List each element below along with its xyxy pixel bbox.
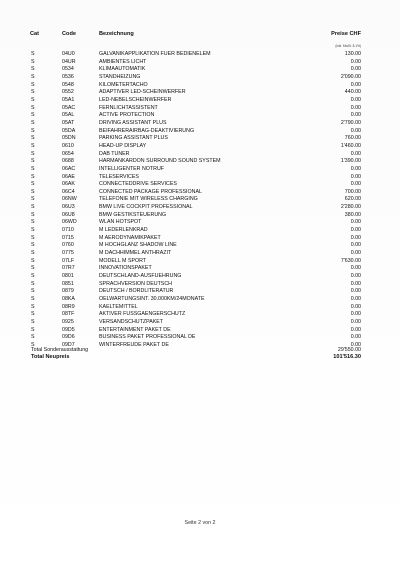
row-cat: S	[31, 188, 35, 195]
row-price: 0.00	[350, 265, 361, 272]
table-row	[0, 166, 400, 174]
row-cat: S	[31, 250, 35, 257]
row-code: 06AE	[62, 173, 75, 180]
row-code: 05AC	[62, 104, 76, 111]
row-cat: S	[31, 227, 35, 234]
row-price: 0.00	[350, 219, 361, 226]
row-code: 0536	[62, 73, 74, 80]
row-cat: S	[31, 326, 35, 333]
row-description: INTELLIGENTER NOTRUF	[99, 165, 165, 172]
row-description: ADAPTIVER LED-SCHEINWERFER	[99, 89, 186, 96]
row-cat: S	[31, 112, 35, 119]
row-price: 0.00	[350, 181, 361, 188]
row-description: SPRACHVERSION DEUTSCH	[99, 280, 172, 287]
table-row	[0, 82, 400, 90]
row-price: 0.00	[350, 104, 361, 111]
row-cat: S	[31, 89, 35, 96]
row-price: 2'280.00	[340, 204, 361, 211]
row-description: MODELL M SPORT	[99, 257, 147, 264]
row-cat: S	[31, 73, 35, 80]
row-cat: S	[31, 234, 35, 241]
row-code: 0775	[62, 250, 74, 257]
header-description: Bezeichnung	[99, 31, 134, 37]
row-cat: S	[31, 127, 35, 134]
header-code: Code	[62, 31, 76, 37]
row-cat: S	[31, 318, 35, 325]
row-price: 7'630.00	[340, 257, 361, 264]
table-row	[0, 51, 400, 59]
total-options-label: Total Sonderausstattung	[31, 347, 89, 353]
table-row	[0, 281, 400, 289]
table-row	[0, 181, 400, 189]
row-cat: S	[31, 196, 35, 203]
table-row	[0, 196, 400, 204]
row-description: DAB TUNER	[99, 150, 130, 157]
row-price: 0.00	[350, 288, 361, 295]
table-row	[0, 158, 400, 166]
row-description: M DACHHIMMEL ANTHRAZIT	[99, 250, 172, 257]
row-description: OELWARTUNGSINT. 30.000KM/24MONATE	[99, 296, 205, 302]
row-price: 2'090.00	[340, 73, 361, 80]
row-cat: S	[31, 96, 35, 103]
row-description: HEAD-UP DISPLAY	[99, 142, 147, 149]
row-cat: S	[31, 288, 35, 295]
row-description: BEIFAHRERAIRBAG-DEAKTIVIERUNG	[99, 127, 195, 134]
row-cat: S	[31, 303, 35, 310]
table-row	[0, 120, 400, 128]
row-price: 0.00	[350, 127, 361, 134]
table-row	[0, 334, 400, 342]
row-price: 760.00	[344, 135, 361, 142]
row-code: 06U3	[62, 204, 75, 211]
row-cat: S	[31, 311, 35, 318]
row-code: 07R7	[62, 265, 75, 272]
table-row	[0, 143, 400, 151]
row-price: 1'460.00	[340, 142, 361, 149]
row-description: TELEFONIE MIT WIRELESS CHARGING	[99, 196, 198, 203]
row-cat: S	[31, 173, 35, 180]
table-row	[0, 219, 400, 227]
row-price: 440.00	[344, 89, 361, 96]
row-price: 0.00	[350, 311, 361, 318]
row-cat: S	[31, 142, 35, 149]
table-row	[0, 59, 400, 67]
page-number: Seite 2 von 2	[184, 520, 216, 526]
row-description: KILOMETERTACHO	[99, 81, 148, 88]
row-code: 08R9	[62, 303, 75, 310]
row-code: 05DN	[62, 135, 76, 142]
table-row	[0, 250, 400, 258]
row-cat: S	[31, 158, 35, 165]
row-cat: S	[31, 296, 35, 302]
row-code: 05AL	[62, 112, 75, 119]
row-code: 09D7	[62, 341, 75, 348]
row-cat: S	[31, 181, 35, 188]
row-price: 0.00	[350, 280, 361, 287]
table-row	[0, 135, 400, 143]
table-row	[0, 227, 400, 235]
row-cat: S	[31, 135, 35, 142]
row-code: 05DA	[62, 127, 76, 134]
row-price: 0.00	[350, 81, 361, 88]
row-code: 0710	[62, 227, 74, 234]
row-description: DEUTSCH / BORDLITERATUR	[99, 288, 174, 295]
row-description: AKTIVER FUSSGAENGERSCHUTZ	[99, 311, 186, 318]
table-row	[0, 319, 400, 327]
table-row	[0, 128, 400, 136]
row-price: 0.00	[350, 112, 361, 119]
row-code: 07LF	[62, 257, 75, 264]
table-row	[0, 97, 400, 105]
row-code: 06AK	[62, 181, 75, 188]
row-code: 0851	[62, 280, 74, 287]
row-code: 0879	[62, 288, 74, 295]
row-code: 09D6	[62, 334, 75, 341]
row-code: 08TF	[62, 311, 75, 318]
row-price: 0.00	[350, 242, 361, 249]
row-description: GALVANIKAPPLIKATION FUER BEDIENELEM	[99, 51, 211, 57]
table-row	[0, 112, 400, 120]
row-code: 04U0	[62, 51, 75, 57]
row-description: CONNECTED PACKAGE PROFESSIONAL	[99, 188, 202, 195]
row-description: STANDHEIZUNG	[99, 73, 141, 80]
row-price: 620.00	[344, 196, 361, 203]
row-description: DRIVING ASSISTANT PLUS	[99, 119, 167, 126]
row-price: 700.00	[344, 188, 361, 195]
row-description: DEUTSCHLAND-AUSFUEHRUNG	[99, 273, 182, 280]
row-code: 08KA	[62, 296, 75, 302]
row-code: 06C4	[62, 188, 75, 195]
table-row	[0, 242, 400, 250]
row-description: KAELTEMITTEL	[99, 303, 138, 310]
total-new-price-row	[0, 353, 400, 361]
row-cat: S	[31, 280, 35, 287]
row-cat: S	[31, 81, 35, 88]
table-row	[0, 105, 400, 113]
table-row	[0, 66, 400, 74]
table-row	[0, 174, 400, 182]
row-price: 1'390.00	[340, 158, 361, 165]
row-code: 04UR	[62, 58, 76, 65]
row-code: 0548	[62, 81, 74, 88]
options-table	[0, 51, 400, 350]
table-row	[0, 288, 400, 296]
row-description: HARMANKARDON SURROUND SOUND SYSTEM	[99, 158, 221, 165]
table-row	[0, 265, 400, 273]
row-price: 0.00	[350, 96, 361, 103]
table-row	[0, 89, 400, 97]
row-code: 06AC	[62, 165, 76, 172]
row-cat: S	[31, 341, 35, 348]
row-code: 0925	[62, 318, 74, 325]
header-cat: Cat	[30, 31, 40, 37]
table-row	[0, 151, 400, 159]
row-description: M LEDERLENKRAD	[99, 227, 148, 234]
row-cat: S	[31, 204, 35, 211]
table-row	[0, 235, 400, 243]
total-new-price-label: Total Neupreis	[31, 354, 70, 360]
row-description: ACTIVE PROTECTION	[99, 112, 155, 119]
row-price: 0.00	[350, 326, 361, 333]
row-description: KLIMAAUTOMATIK	[99, 66, 146, 73]
row-code: 05A1	[62, 96, 75, 103]
row-code: 0715	[62, 234, 74, 241]
table-header	[0, 31, 400, 43]
row-description: ENTERTAINMENT PAKET DE	[99, 326, 171, 333]
row-description: AMBIENTES LICHT	[99, 58, 147, 65]
vat-note: (inkl. MwSt. 8.1%)	[335, 44, 361, 48]
row-code: 0801	[62, 273, 74, 280]
row-price: 0.00	[350, 58, 361, 65]
row-price: 0.00	[350, 341, 361, 348]
row-description: BMW LIVE COCKPIT PROFESSIONAL	[99, 204, 193, 211]
table-row	[0, 273, 400, 281]
row-description: TELESERVICES	[99, 173, 139, 180]
row-price: 0.00	[350, 234, 361, 241]
row-code: 06U8	[62, 211, 75, 218]
table-row	[0, 189, 400, 197]
row-description: M HOCHGLANZ SHADOW LINE	[99, 242, 177, 249]
total-options-value: 29'550.00	[337, 347, 361, 353]
table-row	[0, 204, 400, 212]
row-price: 0.00	[350, 165, 361, 172]
row-price: 0.00	[350, 227, 361, 234]
row-code: 0654	[62, 150, 74, 157]
row-cat: S	[31, 119, 35, 126]
row-cat: S	[31, 242, 35, 249]
row-code: 05AT	[62, 119, 75, 126]
row-code: 0610	[62, 142, 74, 149]
table-row	[0, 258, 400, 266]
row-cat: S	[31, 150, 35, 157]
row-price: 0.00	[350, 173, 361, 180]
row-price: 0.00	[350, 334, 361, 341]
row-cat: S	[31, 104, 35, 111]
row-price: 0.00	[350, 296, 361, 302]
row-cat: S	[31, 51, 35, 57]
row-cat: S	[31, 165, 35, 172]
row-description: INNOVATIONSPAKET	[99, 265, 152, 272]
row-cat: S	[31, 66, 35, 73]
row-price: 0.00	[350, 273, 361, 280]
table-row	[0, 296, 400, 304]
row-code: 06NW	[62, 196, 77, 203]
row-price: 0.00	[350, 250, 361, 257]
row-description: WLAN HOTSPOT	[99, 219, 142, 226]
row-price: 0.00	[350, 150, 361, 157]
row-cat: S	[31, 265, 35, 272]
row-description: VERSANDSCHUTZPAKET	[99, 318, 164, 325]
row-cat: S	[31, 211, 35, 218]
table-row	[0, 304, 400, 312]
table-row	[0, 327, 400, 335]
row-code: 09D5	[62, 326, 75, 333]
row-description: PARKING ASSISTANT PLUS	[99, 135, 168, 142]
row-description: CONNECTEDDRIVE SERVICES	[99, 181, 177, 188]
row-code: 0534	[62, 66, 74, 73]
row-cat: S	[31, 273, 35, 280]
row-cat: S	[31, 257, 35, 264]
row-price: 2'790.00	[340, 119, 361, 126]
table-row	[0, 311, 400, 319]
row-price: 130.00	[344, 51, 361, 57]
table-row	[0, 212, 400, 220]
row-price: 0.00	[350, 318, 361, 325]
row-description: LED-NEBELSCHEINWERFER	[99, 96, 172, 103]
total-new-price-value: 101'516.30	[333, 354, 361, 360]
row-price: 0.00	[350, 66, 361, 73]
row-code: 0552	[62, 89, 74, 96]
row-description: WINTERFREUDE PAKET DE	[99, 341, 169, 348]
table-row	[0, 74, 400, 82]
row-code: 06WD	[62, 219, 77, 226]
row-code: 0760	[62, 242, 74, 249]
row-description: BUSINESS PAKET PROFESSIONAL DE	[99, 334, 196, 341]
row-description: BMW GESTIKSTEUERUNG	[99, 211, 167, 218]
row-cat: S	[31, 58, 35, 65]
row-description: FERNLICHTASSISTENT	[99, 104, 158, 111]
row-description: M AERODYNAMIKPAKET	[99, 234, 161, 241]
row-price: 380.00	[344, 211, 361, 218]
header-price: Preise CHF	[331, 31, 361, 37]
row-cat: S	[31, 334, 35, 341]
row-cat: S	[31, 219, 35, 226]
row-price: 0.00	[350, 303, 361, 310]
row-code: 0688	[62, 158, 74, 165]
